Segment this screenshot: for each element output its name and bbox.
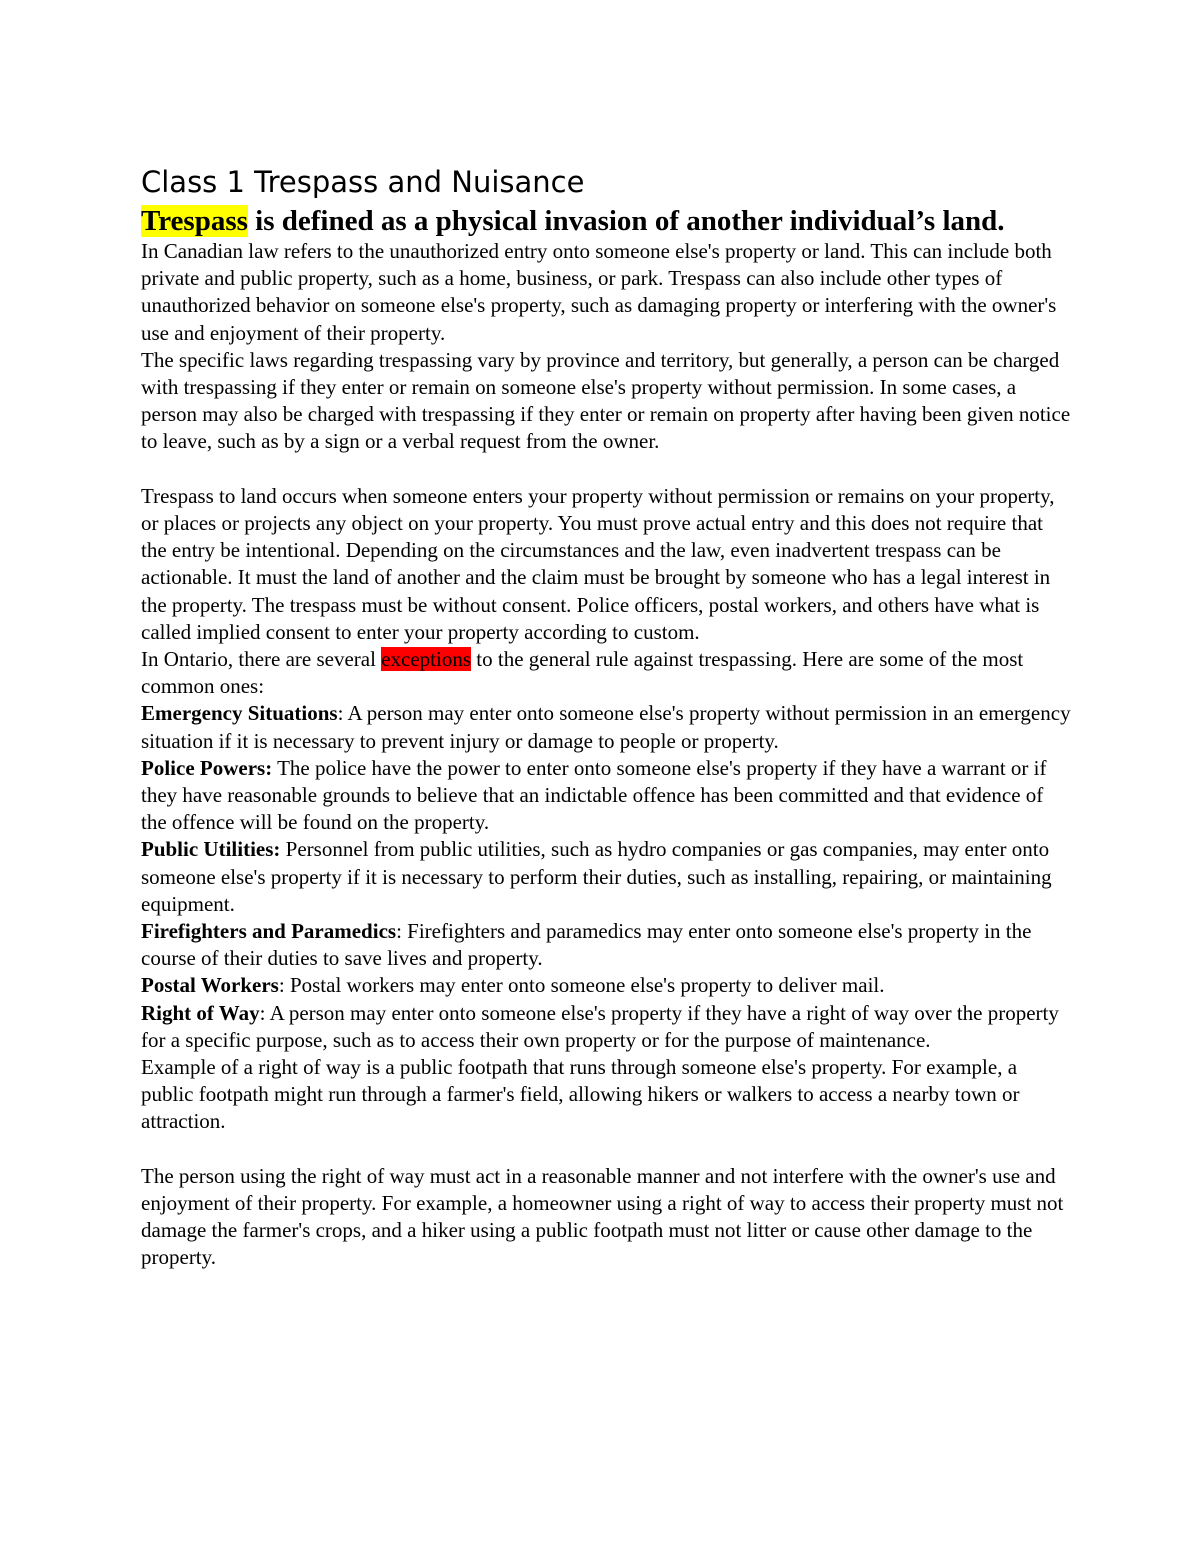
highlighted-term-exceptions: exceptions	[381, 647, 472, 672]
exception-term: Right of Way	[141, 1000, 260, 1025]
exception-text: : A person may enter onto someone else's property without permission in an emergency situation if it is necessary to prevent injury or damage to people or property.	[141, 701, 1071, 753]
paragraph-ontario-exceptions	[141, 646, 1071, 700]
paragraph-right-of-way-example: Example of a right of way is a public footpath that runs through someone else's property. For example, a public footpath might run through a farmer's field, allowing hikers or walkers to access a nearby town or attraction.	[141, 1055, 1020, 1134]
exception-term: Emergency Situations	[141, 701, 338, 726]
paragraph-trespass-to-land: Trespass to land occurs when someone enters your property without permission or remains on your property, or places or projects any object on your property. You must prove actual entry and this does not require that the entry be intentional. Depending on the circumstances and the law, even inadvertent trespass can be actionable. It must the land of another and the claim must be brought by someone who has a legal interest in the property. The trespass must be without consent. Police officers, postal workers, and others have what is called implied consent to enter your property according to custom.	[141, 483, 1055, 644]
blank-line	[141, 1136, 1071, 1163]
document-page	[141, 160, 1071, 1272]
ontario-text-after: to the general rule against trespassing. Here are some of the most common ones:	[141, 647, 1024, 699]
heading-rest: is defined as a physical invasion of another individual’s land.	[247, 205, 1005, 237]
document-title: Class 1 Trespass and Nuisance	[141, 165, 585, 199]
exception-text: : Postal workers may enter onto someone else's property to deliver mail.	[278, 973, 885, 998]
paragraph-canadian-law: In Canadian law refers to the unauthorized entry onto someone else's property or land. This can include both private and public property, such as a home, business, or park. Trespass can also include other types of unauthorized behavior on someone else's property, such as damaging property or interfering with the owner's use and enjoyment of their property.	[141, 239, 1057, 345]
exception-text: Personnel from public utilities, such as hydro companies or gas companies, may enter onto someone else's property if it is necessary to perform their duties, such as installing, repairing, or maintaining equipment.	[141, 837, 1052, 916]
exception-item	[141, 1000, 1071, 1054]
exception-text: The police have the power to enter onto someone else's property if they have a warrant or if they have reasonable grounds to believe that an indictable offence has been committed and that evidence of the offence will be found on the property.	[141, 755, 1047, 835]
ontario-text-before: In Ontario, there are several	[141, 647, 382, 672]
exception-item	[141, 972, 1071, 999]
exception-item	[141, 836, 1071, 918]
document-body	[141, 238, 1071, 1272]
exception-term: Public Utilities:	[141, 837, 281, 862]
highlighted-term-trespass: Trespass	[141, 205, 248, 237]
paragraph-specific-laws: The specific laws regarding trespassing vary by province and territory, but generally, a person can be charged with trespassing if they enter or remain on someone else's property without permission. In some cases, a person may also be charged with trespassing if they enter or remain on property after having been given notice to leave, such as by a sign or a verbal request from the owner.	[141, 347, 1071, 454]
exception-item	[141, 700, 1071, 754]
exception-item	[141, 755, 1071, 837]
exception-term: Firefighters and Paramedics	[141, 919, 397, 944]
blank-line	[141, 456, 1071, 483]
exception-term: Postal Workers	[141, 973, 279, 998]
exception-item	[141, 918, 1071, 972]
trespass-definition-heading	[141, 204, 1071, 238]
paragraph-reasonable-manner: The person using the right of way must act in a reasonable manner and not interfere with the owner's use and enjoyment of their property. For example, a homeowner using a right of way to access their property must not damage the farmer's crops, and a hiker using a public footpath must not litter or cause other damage to the property.	[141, 1163, 1064, 1270]
exception-text: : Firefighters and paramedics may enter onto someone else's property in the course of their duties to save lives and property.	[141, 919, 1032, 971]
exception-term: Police Powers:	[141, 755, 273, 780]
exception-text: : A person may enter onto someone else's property if they have a right of way over the property for a specific purpose, such as to access their own property or for the purpose of maintenance.	[141, 1000, 1059, 1052]
